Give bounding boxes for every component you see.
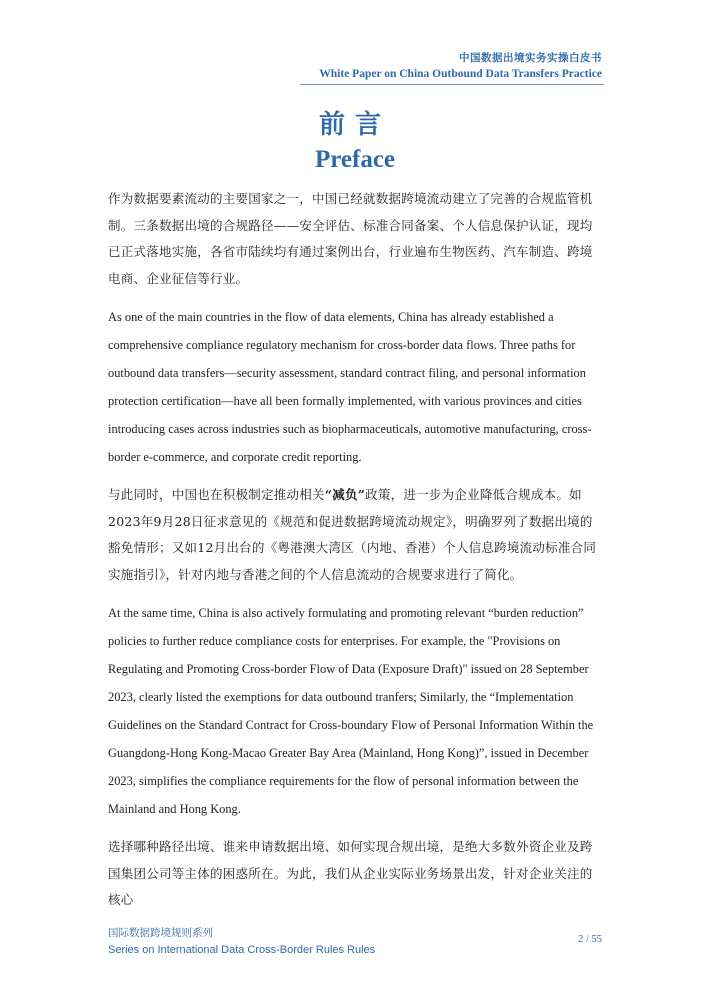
- document-body: [108, 186, 602, 925]
- page-title-en: Preface: [314, 146, 396, 173]
- page-number: 2 / 55: [578, 934, 602, 945]
- running-header: [319, 50, 602, 80]
- footer-series-cn: 国际数据跨境规则系列: [108, 927, 213, 939]
- paragraph-cn-3: 选择哪种路径出境、谁来申请数据出境、如何实现合规出境，是绝大多数外资企业及跨国集团公司等主体的困惑所在。为此，我们从企业实际业务场景出发，针对企业关注的核心: [108, 839, 593, 907]
- page-footer: [108, 925, 602, 956]
- header-divider: [300, 84, 604, 85]
- header-title-cn: 中国数据出境实务实操白皮书: [459, 52, 602, 64]
- paragraph-cn-2-start: 与此同时，中国也在积极制定推动相关: [108, 487, 325, 502]
- footer-series-en: Series on International Data Cross-Border Rules Rules: [108, 944, 376, 956]
- paragraph-cn-2-rest: 政策，进一步为企业降低合规成本。如2023年9月28日征求意见的《规范和促进数据跨境流动规定》，明确罗列了数据出境的豁免情形；又如12月出台的《粤港澳大湾区（内地、香港）个人信息跨境流动标准合同实施指引》，针对内地与香港之间的个人信息流动的合规要求进行了简化。: [108, 487, 597, 582]
- paragraph-cn-2: [108, 482, 602, 588]
- paragraph-en-1: As one of the main countries in the flow of data elements, China has already established a comprehensive compliance regulatory mechanism for cross-border data flows. Three paths for outbound data transfers—security assessment, standard contract filing, and personal information protection certification—have all been formally implemented, with various provinces and cities introducing cases across industries such as biopharmaceuticals, automotive manufacturing, cross-border e-commerce, and corporate credit reporting.: [108, 310, 592, 464]
- page-title-cn: 前言: [318, 110, 391, 140]
- paragraph-cn-1: 作为数据要素流动的主要国家之一，中国已经就数据跨境流动建立了完善的合规监管机制。三条数据出境的合规路径——安全评估、标准合同备案、个人信息保护认证，现均已正式落地实施，各省市陆续均有通过案例出台，行业遍布生物医药、汽车制造、跨境电商、企业征信等行业。: [108, 191, 593, 286]
- burden-reduction-term: “减负”: [324, 487, 366, 502]
- paragraph-en-2: At the same time, China is also actively formulating and promoting relevant “burden reduction” policies to further reduce compliance costs for enterprises. For example, the "Provisions on Regulating and Promoting Cross-border Flow of Data (Exposure Draft)" issued on 28 September 2023, clearly listed the exemptions for data outbound tranfers; Similarly, the “Implementation Guidelines on the Standard Contract for Cross-boundary Flow of Personal Information Within the Guangdong-Hong Kong-Macao Greater Bay Area (Mainland, Hong Kong)”, issued in December 2023, simplifies the compliance requirements for the flow of personal information between the Mainland and Hong Kong.: [108, 606, 594, 816]
- header-title-en: White Paper on China Outbound Data Transfers Practice: [319, 68, 602, 80]
